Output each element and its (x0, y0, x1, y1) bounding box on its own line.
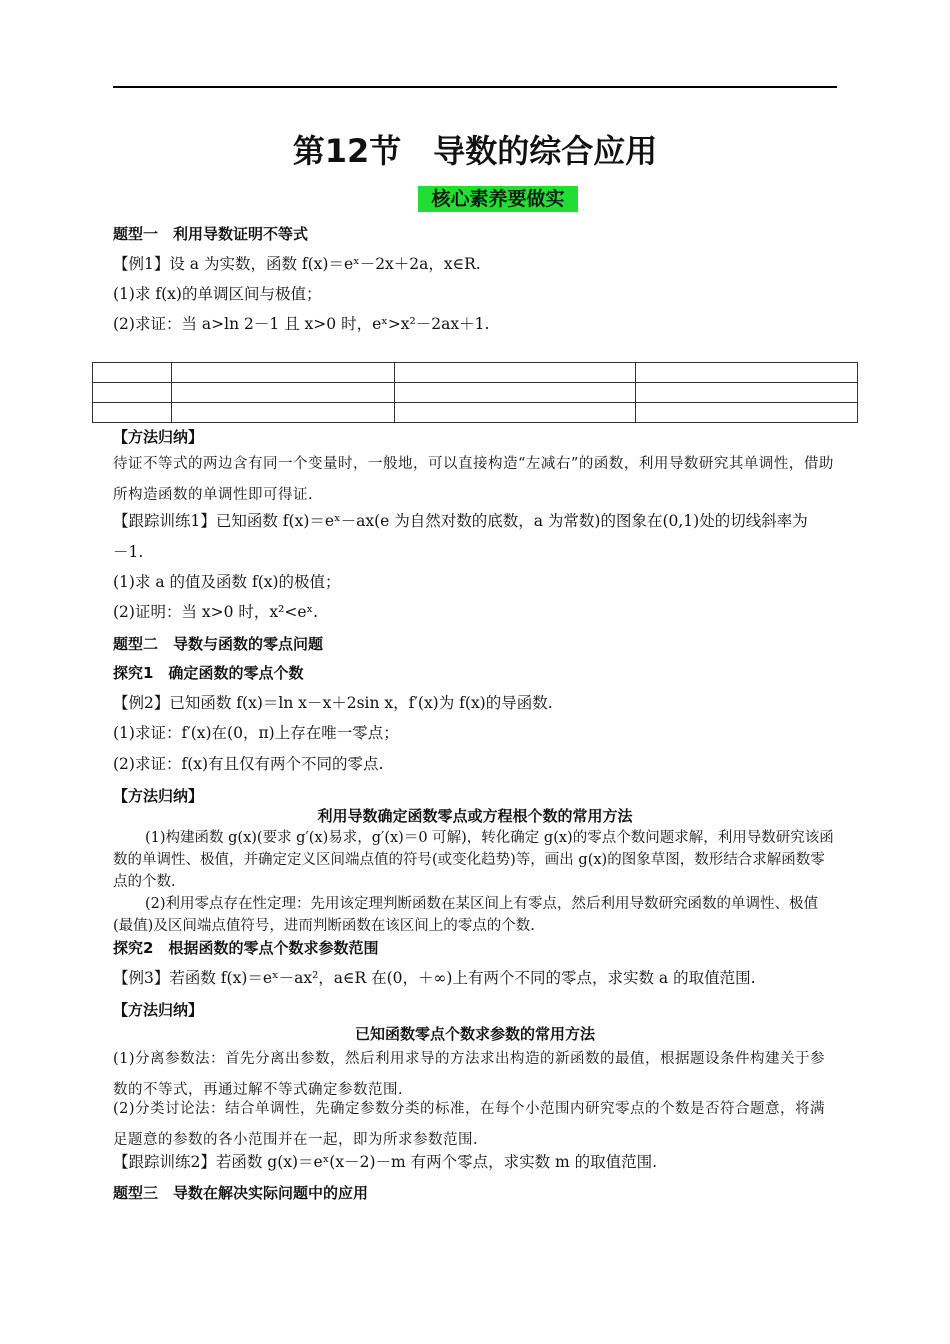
header-rule (113, 86, 837, 88)
explore2-heading: 探究2 根据函数的零点个数求参数范围 (113, 939, 379, 957)
training1-line1: 【跟踪训练1】已知函数 f(x)＝eˣ－ax(e 为自然对数的底数，a 为常数)的图象在(0,1)处的切线斜率为 (113, 512, 808, 530)
training1-line2: －1. (113, 543, 144, 561)
training1-q2: (2)证明：当 x>0 时，x²<eˣ. (113, 603, 319, 621)
explore1-heading: 探究1 确定函数的零点个数 (113, 664, 304, 682)
method3-para2: (2)分类讨论法：结合单调性，先确定参数分类的标准，在每个小范围内研究零点的个数是否符合题意，将满足题意的参数的各小范围并在一起，即为所求参数范围. (113, 1101, 826, 1148)
method3-title: 已知函数零点个数求参数的常用方法 (354, 1025, 595, 1043)
example2-q2: (2)求证：f(x)有且仅有两个不同的零点. (113, 755, 384, 773)
method1-heading: 【方法归纳】 (113, 428, 204, 446)
example2: 【例2】已知函数 f(x)＝ln x－x＋2sin x，f′(x)为 f(x)的导函数. (113, 694, 553, 712)
example2-q1: (1)求证：f′(x)在(0，π)上存在唯一零点； (113, 724, 399, 742)
type1-heading: 题型一 利用导数证明不等式 (113, 225, 309, 243)
example1: 【例1】设 a 为实数，函数 f(x)＝eˣ－2x＋2a，x∈R. (113, 255, 481, 273)
type3-heading: 题型三 导数在解决实际问题中的应用 (113, 1184, 369, 1202)
training1-q1: (1)求 a 的值及函数 f(x)的极值； (113, 573, 341, 591)
method2-para2: (2)利用零点存在性定理：先用该定理判断函数在某区间上有零点，然后利用导数研究函数的单调性、极值(最值)及区间端点值符号，进而判断函数在该区间上的零点的个数. (113, 896, 819, 934)
method3-heading: 【方法归纳】 (113, 1001, 204, 1019)
method1-text: 待证不等式的两边含有同一个变量时，一般地，可以直接构造“左减右”的函数，利用导数研究其单调性，借助所构造函数的单调性即可得证. (113, 456, 834, 503)
type2-heading: 题型二 导数与函数的零点问题 (113, 635, 324, 653)
example3: 【例3】若函数 f(x)＝eˣ－ax²，a∈R 在(0，＋∞)上有两个不同的零点，求实数 a 的取值范围. (113, 969, 756, 987)
method3-para1: (1)分离参数法：首先分离出参数，然后利用求导的方法求出构造的新函数的最值，根据题设条件构建关于参数的不等式，再通过解不等式确定参数范围. (113, 1051, 826, 1098)
method2-heading: 【方法归纳】 (113, 787, 204, 805)
method2-title: 利用导数确定函数零点或方程根个数的常用方法 (317, 807, 633, 825)
blank-answer-table (92, 362, 858, 423)
page-title: 第12节 导数的综合应用 (292, 132, 658, 170)
method2-para1: (1)构建函数 g(x)(要求 g′(x)易求，g′(x)＝0 可解)，转化确定 g(x)的零点个数问题求解，利用导数研究该函数的单调性、极值，并确定定义区间端点值的符号(或变化趋势)等，画出 g(x)的图象草图，数形结合求解函数零点的个数. (113, 830, 834, 890)
example1-q1: (1)求 f(x)的单调区间与极值； (113, 285, 322, 303)
section-banner: 核心素养要做实 (418, 186, 578, 212)
example1-q2: (2)求证：当 a>ln 2－1 且 x>0 时，eˣ>x²－2ax＋1. (113, 315, 490, 333)
training2: 【跟踪训练2】若函数 g(x)＝eˣ(x－2)－m 有两个零点，求实数 m 的取值范围. (113, 1153, 658, 1171)
